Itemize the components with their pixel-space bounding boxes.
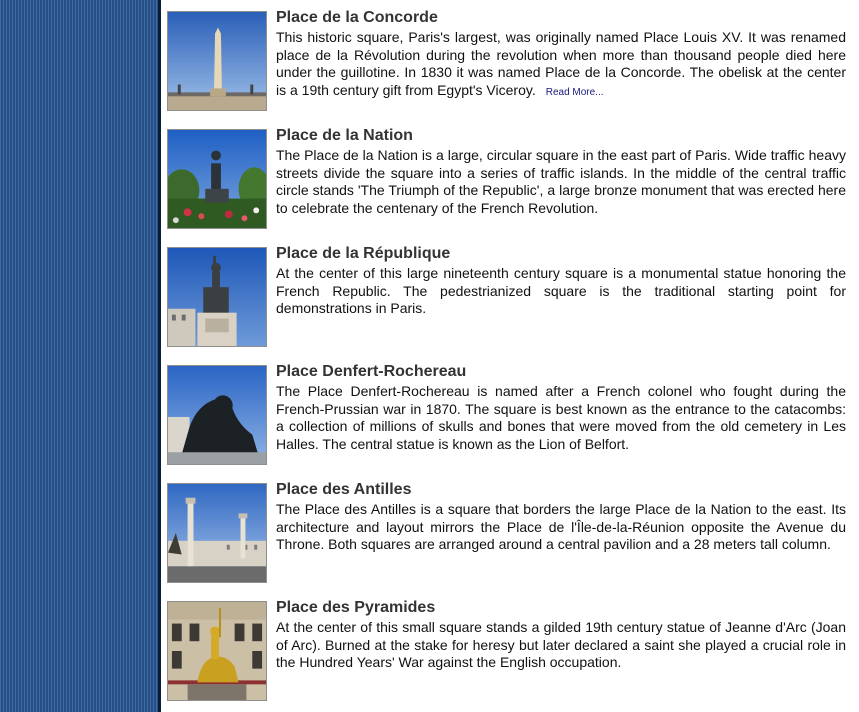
- place-title: Place des Antilles: [276, 481, 412, 498]
- place-description: The Place des Antilles is a square that borders the large Place de la Nation to the east. Its architecture and layout mirrors the Place de l'Île-de-la-Réunion opposite the Avenue du Throne. Both squares are arranged around a central pavilion and a 28 meters tall column.: [276, 501, 846, 552]
- place-text: [276, 126, 846, 217]
- place-title: Place de la Concorde: [276, 9, 438, 26]
- left-sidebar: [0, 0, 158, 712]
- place-description-text: This historic square, Paris's largest, was originally named Place Louis XV. It was renamed place de la Révolution during the revolution when more than thousand people died here under the guillotine. In 1830 it was named Place de la Concorde. The obelisk at the center is a 19th century gift from Egypt's Viceroy.: [276, 29, 846, 98]
- gilded-statue-photo-icon[interactable]: [167, 601, 267, 701]
- place-text: [276, 362, 846, 453]
- place-description: [276, 29, 846, 101]
- place-title: Place des Pyramides: [276, 599, 436, 616]
- places-list: [161, 0, 859, 712]
- place-text: [276, 598, 846, 672]
- place-description: At the center of this large nineteenth century square is a monumental statue honoring the French Republic. The pedestrianized square is the traditional starting point for demonstrations in Paris.: [276, 265, 846, 316]
- lion-statue-photo-icon[interactable]: [167, 365, 267, 465]
- statue-garden-photo-icon[interactable]: [167, 129, 267, 229]
- list-item: [167, 11, 851, 115]
- place-title: Place de la Nation: [276, 127, 413, 144]
- place-description: The Place Denfert-Rochereau is named after a French colonel who fought during the French-Prussian war in 1870. The square is best known as the entrance to the catacombs: a collection of millions of skulls and bones that were moved from the old cemetery in Les Halles. The central statue is known as the Lion of Belfort.: [276, 383, 846, 452]
- list-item: [167, 365, 851, 469]
- place-text: [276, 8, 846, 101]
- place-description: At the center of this small square stands a gilded 19th century statue of Jeanne d'Arc (Joan of Arc). Burned at the stake for heresy but later declared a saint she played a crucial role in the Hundred Years' War against the English occupation.: [276, 619, 846, 670]
- place-text: [276, 244, 846, 318]
- place-description: The Place de la Nation is a large, circular square in the east part of Paris. Wide traffic heavy streets divide the square into a series of traffic islands. In the middle of the central traffic circle stands 'The Triumph of the Republic', a large bronze monument that was erected here to celebrate the centenary of the French Revolution.: [276, 147, 846, 216]
- list-item: [167, 247, 851, 351]
- list-item: [167, 483, 851, 587]
- place-title: Place Denfert-Rochereau: [276, 363, 467, 380]
- place-title: Place de la République: [276, 245, 451, 262]
- monument-statue-photo-icon[interactable]: [167, 247, 267, 347]
- list-item: [167, 601, 851, 705]
- list-item: [167, 129, 851, 233]
- obelisk-photo-icon[interactable]: [167, 11, 267, 111]
- columns-photo-icon[interactable]: [167, 483, 267, 583]
- place-text: [276, 480, 846, 554]
- read-more-link[interactable]: Read More...: [545, 86, 604, 98]
